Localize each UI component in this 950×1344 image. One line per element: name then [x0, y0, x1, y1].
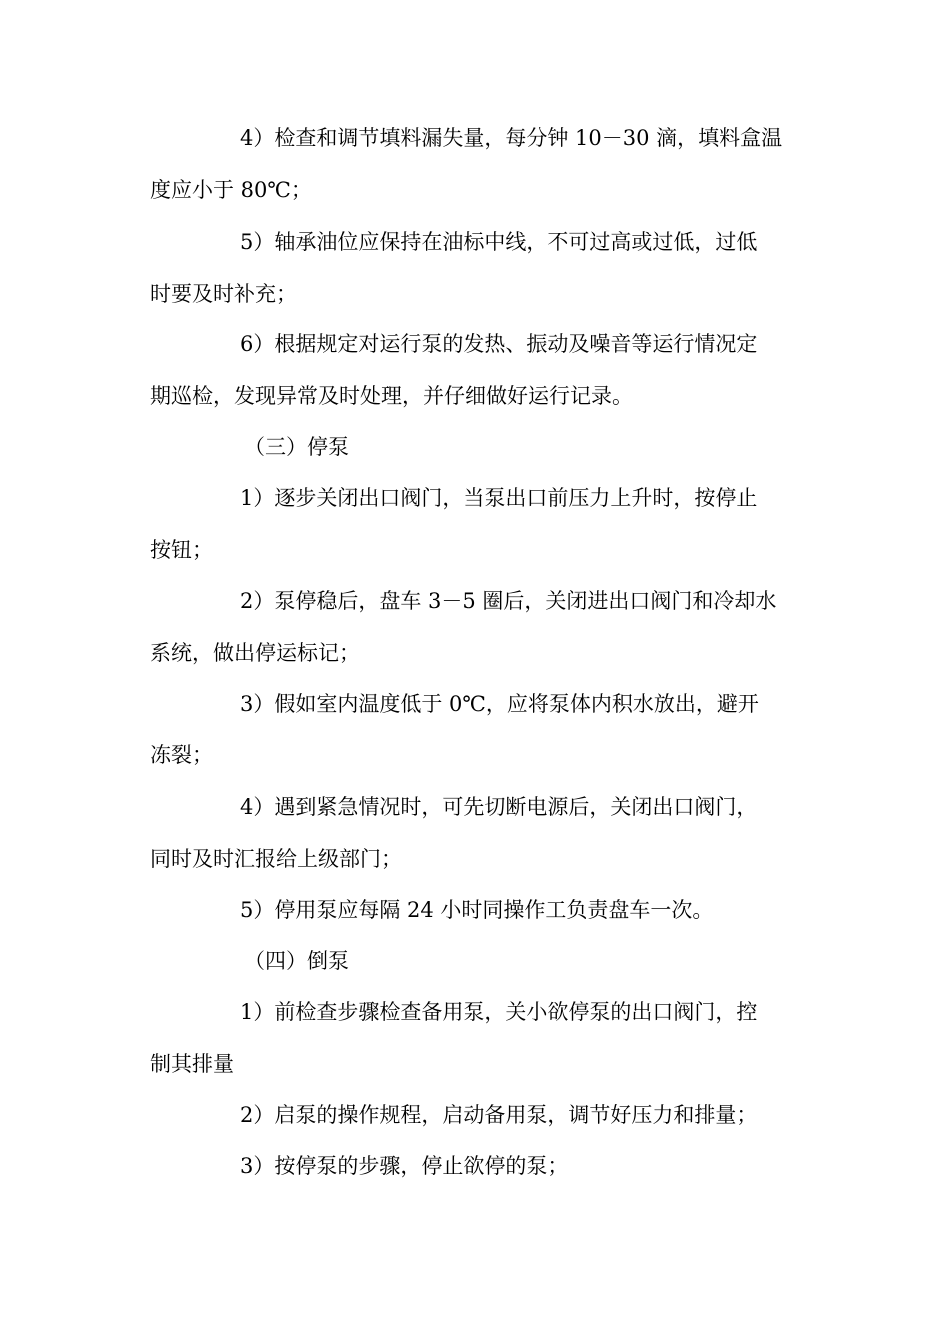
- paragraph-line: 度应小于 80℃；: [150, 178, 312, 202]
- paragraph-line: 3）假如室内温度低于 0℃，应将泵体内积水放出，避开: [240, 692, 759, 716]
- paragraph-line: 1）前检查步骤检查备用泵，关小欲停泵的出口阀门，控: [240, 1000, 758, 1024]
- paragraph-line: 4）遇到紧急情况时，可先切断电源后，关闭出口阀门，: [240, 795, 758, 819]
- paragraph-line: 2）泵停稳后，盘车 3－5 圈后，关闭进出口阀门和冷却水: [240, 589, 777, 613]
- paragraph-line: 4）检查和调节填料漏失量，每分钟 10－30 滴，填料盒温: [240, 126, 783, 150]
- section-heading: （三）停泵: [244, 435, 349, 459]
- section-heading: （四）倒泵: [244, 949, 349, 973]
- paragraph-line: 期巡检，发现异常及时处理，并仔细做好运行记录。: [150, 384, 633, 408]
- paragraph-line: 5）停用泵应每隔 24 小时同操作工负责盘车一次。: [240, 898, 714, 922]
- paragraph-line: 时要及时补充；: [150, 282, 297, 306]
- paragraph-line: 3）按停泵的步骤，停止欲停的泵；: [240, 1154, 569, 1178]
- paragraph-line: 制其排量: [150, 1052, 234, 1076]
- paragraph-line: 同时及时汇报给上级部门；: [150, 847, 402, 871]
- paragraph-line: 系统，做出停运标记；: [150, 641, 360, 665]
- paragraph-line: 冻裂；: [150, 743, 213, 767]
- paragraph-line: 按钮；: [150, 538, 213, 562]
- paragraph-line: 2）启泵的操作规程，启动备用泵，调节好压力和排量；: [240, 1103, 758, 1127]
- paragraph-line: 6）根据规定对运行泵的发热、振动及噪音等运行情况定: [240, 332, 758, 356]
- paragraph-line: 1）逐步关闭出口阀门，当泵出口前压力上升时，按停止: [240, 486, 758, 510]
- paragraph-line: 5）轴承油位应保持在油标中线，不可过高或过低，过低: [240, 230, 758, 254]
